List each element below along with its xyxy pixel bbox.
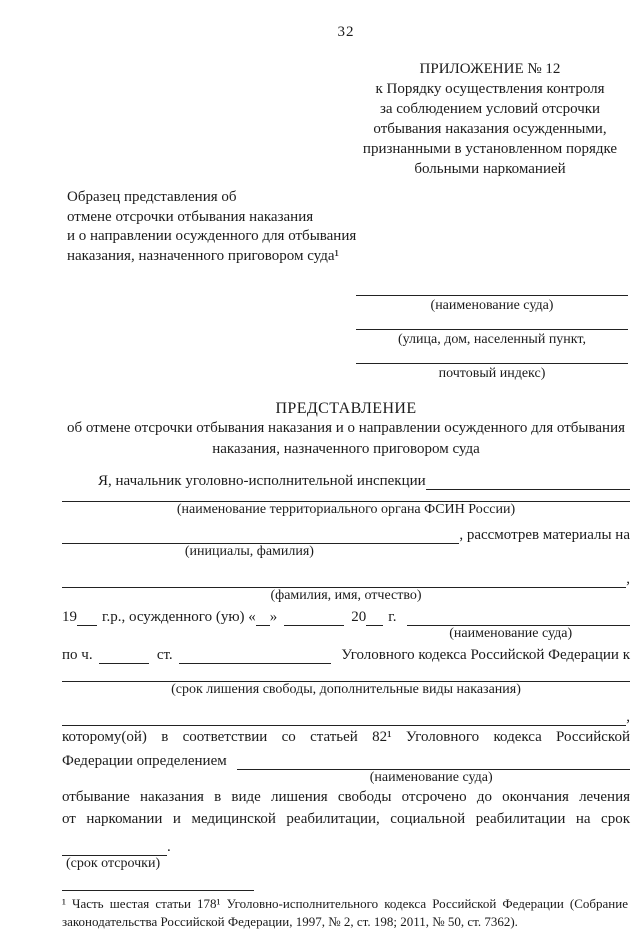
- birth-prefix: 19: [62, 609, 77, 625]
- term-blank: [62, 670, 630, 682]
- ruling-prefix: Федерации определением: [62, 753, 227, 769]
- article-line: [62, 642, 630, 664]
- whom-line: которому(ой) в соответствии со статьей 82¹ Уголовного кодекса Российской: [62, 729, 630, 745]
- footnote-text: ¹ Часть шестая статьи 178¹ Уголовно-исполнительного кодекса Российской Федерации (Собрание законодательства Российской Федерации, 1997, № 2, ст. 198; 2011, № 50, ст. 7362).: [62, 896, 628, 929]
- appendix-line: больными наркоманией: [414, 161, 566, 177]
- court-postcode-field: [356, 356, 628, 382]
- form-subtitle-line: об отмене отсрочки отбывания наказания и о направлении осужденного для отбывания: [66, 420, 625, 436]
- field-caption: (наименование территориального органа ФСИН России): [176, 502, 516, 517]
- form-subtitle-line: наказания, назначенного приговором суда: [212, 441, 480, 457]
- birth-mid-text: г.р., осужденного (ую) «: [102, 609, 256, 625]
- sample-line: Образец представления об: [67, 189, 237, 205]
- appendix-line: ПРИЛОЖЕНИЕ № 12: [419, 61, 561, 77]
- sample-description: [67, 188, 630, 266]
- intro-line: [62, 468, 630, 490]
- po-ch-text: по ч.: [62, 647, 93, 663]
- court-address-field: [356, 322, 628, 348]
- sample-line: наказания, назначенного приговором суда¹: [67, 247, 339, 264]
- dot-text: .: [167, 839, 171, 855]
- page-number: 32: [337, 24, 355, 40]
- fio-blank-line: [62, 566, 630, 588]
- comma-text: ,: [626, 571, 630, 587]
- deferred-line: отбывание наказания в виде лишения свободы отсрочено до окончания лечения: [62, 789, 630, 805]
- appendix-line: к Порядку осуществления контроля: [375, 81, 605, 97]
- deferred-line: от наркомании и медицинской реабилитации, социальной реабилитации на срок: [62, 811, 630, 827]
- territorial-organ-blank: [62, 490, 630, 502]
- year-prefix: 20: [351, 609, 367, 625]
- field-caption: (наименование суда): [449, 626, 573, 641]
- article-blank: [179, 660, 332, 664]
- field-caption: почтовый индекс): [438, 366, 546, 381]
- addressee-block: [356, 288, 628, 382]
- appendix-line: за соблюдением условий отсрочки: [379, 101, 601, 117]
- field-caption: (улица, дом, населенный пункт,: [397, 332, 586, 347]
- code-tail-text: Уголовного кодекса Российской Федерации к: [341, 647, 630, 663]
- year-suffix: г.: [388, 609, 397, 625]
- appendix-heading: [350, 59, 630, 179]
- field-caption: (наименование суда): [430, 298, 554, 313]
- intro-text: Я, начальник уголовно-исполнительной инспекции: [98, 473, 426, 489]
- footnote-divider: [62, 890, 254, 891]
- extra-blank-line: [62, 704, 630, 726]
- blank-field-line: [356, 356, 628, 364]
- quote-close: »: [269, 609, 278, 625]
- st-text: ст.: [156, 647, 173, 663]
- field-caption: (срок отсрочки): [66, 856, 161, 871]
- field-caption: (срок лишения свободы, дополнительные виды наказания): [171, 682, 521, 697]
- form-title: ПРЕДСТАВЛЕНИЕ: [275, 400, 417, 417]
- inspection-name-blank: [426, 486, 630, 490]
- appendix-line: отбывания наказания осужденными,: [373, 121, 607, 137]
- field-caption: (инициалы, фамилия): [184, 544, 314, 559]
- comma-text: ,: [626, 709, 630, 725]
- blank-field-line: [356, 322, 628, 330]
- birth-sentence-line: [62, 604, 630, 626]
- reviewed-text: , рассмотрев материалы на: [459, 527, 630, 543]
- defer-term-line: [62, 836, 630, 856]
- ruling-line: [62, 748, 630, 770]
- month-blank: [284, 622, 344, 626]
- blank-field-line: [356, 288, 628, 296]
- sample-line: и о направлении осужденного для отбывания: [67, 228, 357, 244]
- part-blank: [99, 660, 149, 664]
- birth-year-blank: [77, 622, 97, 626]
- field-caption: (наименование суда): [369, 770, 493, 785]
- appendix-line: признанными в установленном порядке: [362, 141, 618, 157]
- year-blank: [366, 622, 383, 626]
- reviewed-line: [62, 522, 630, 544]
- court-name-field: [356, 288, 628, 314]
- field-caption: (фамилия, имя, отчество): [270, 588, 422, 603]
- sample-line: отмене отсрочки отбывания наказания: [67, 208, 314, 225]
- day-blank: [256, 622, 270, 626]
